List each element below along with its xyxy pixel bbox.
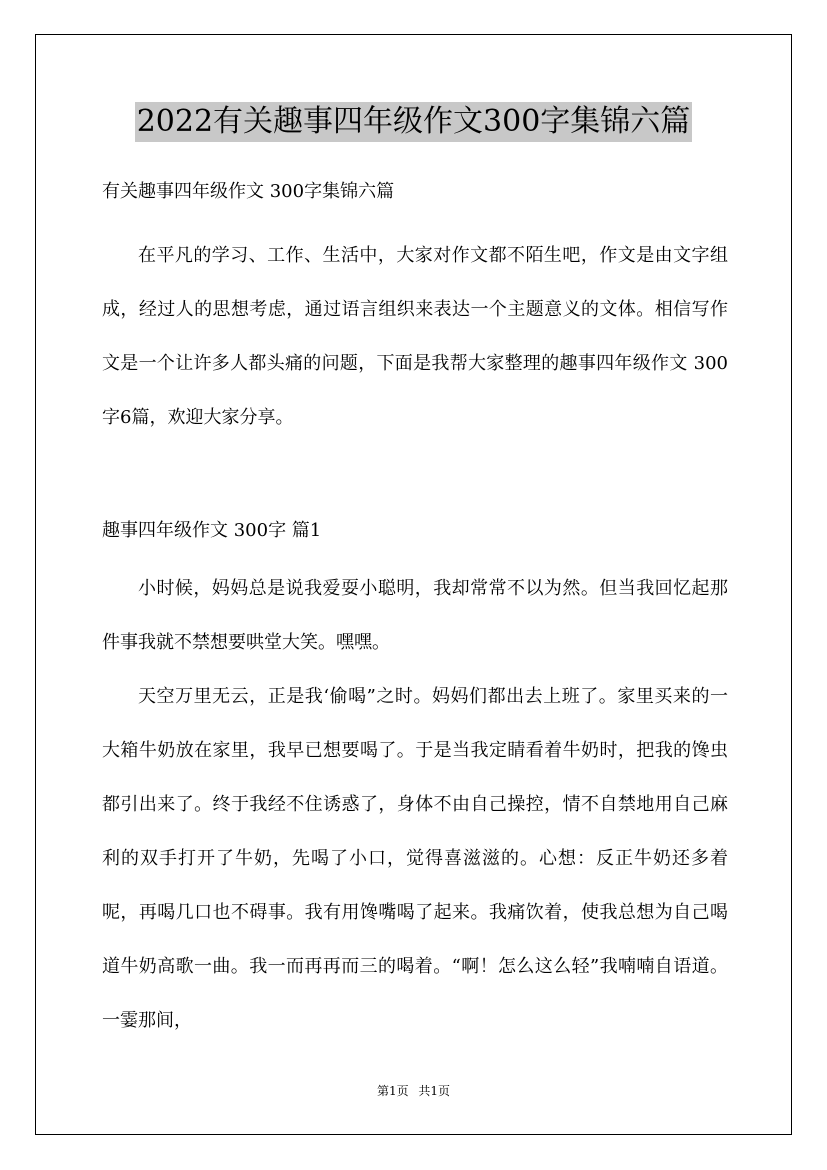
- body-paragraph-1: 小时候，妈妈总是说我爱耍小聪明，我却常常不以为然。但当我回忆起那件事我就不禁想要哄堂大笑。嘿嘿。: [102, 578, 728, 653]
- page-total: 共1页: [418, 1084, 451, 1098]
- section-heading: 趣事四年级作文 300字 篇1: [102, 520, 322, 541]
- document-subtitle: 有关趣事四年级作文 300字集锦六篇: [102, 181, 395, 202]
- document-body: [102, 173, 728, 1048]
- body-paragraph-2: 天空万里无云，正是我‘偷喝”之时。妈妈们都出去上班了。家里买来的一大箱牛奶放在家里，我早已想要喝了。于是当我定睛看着牛奶时，把我的馋虫都引出来了。终于我经不住诱惑了，身体不由自己操控，情不自禁地用自己麻利的双手打开了牛奶，先喝了小口，觉得喜滋滋的。心想：反正牛奶还多着呢，再喝几口也不碍事。我有用馋嘴喝了起来。我痛饮着，使我总想为自己喝道牛奶高歌一曲。我一而再再而三的喝着。“啊！怎么这么轻”我喃喃自语道。一霎那间，: [102, 686, 728, 1031]
- section-spacer: [102, 445, 728, 512]
- intro-paragraph: 在平凡的学习、工作、生活中，大家对作文都不陌生吧，作文是由文字组成，经过人的思想考虑，通过语言组织来表达一个主题意义的文体。相信写作文是一个让许多人都头痛的问题，下面是我帮大家整理的趣事四年级作文 300字6篇，欢迎大家分享。: [102, 245, 728, 428]
- page-footer: [0, 1083, 827, 1099]
- title-container: [0, 102, 827, 142]
- page-number: 第1页: [376, 1084, 409, 1098]
- document-title: 2022有关趣事四年级作文300字集锦六篇: [135, 102, 693, 142]
